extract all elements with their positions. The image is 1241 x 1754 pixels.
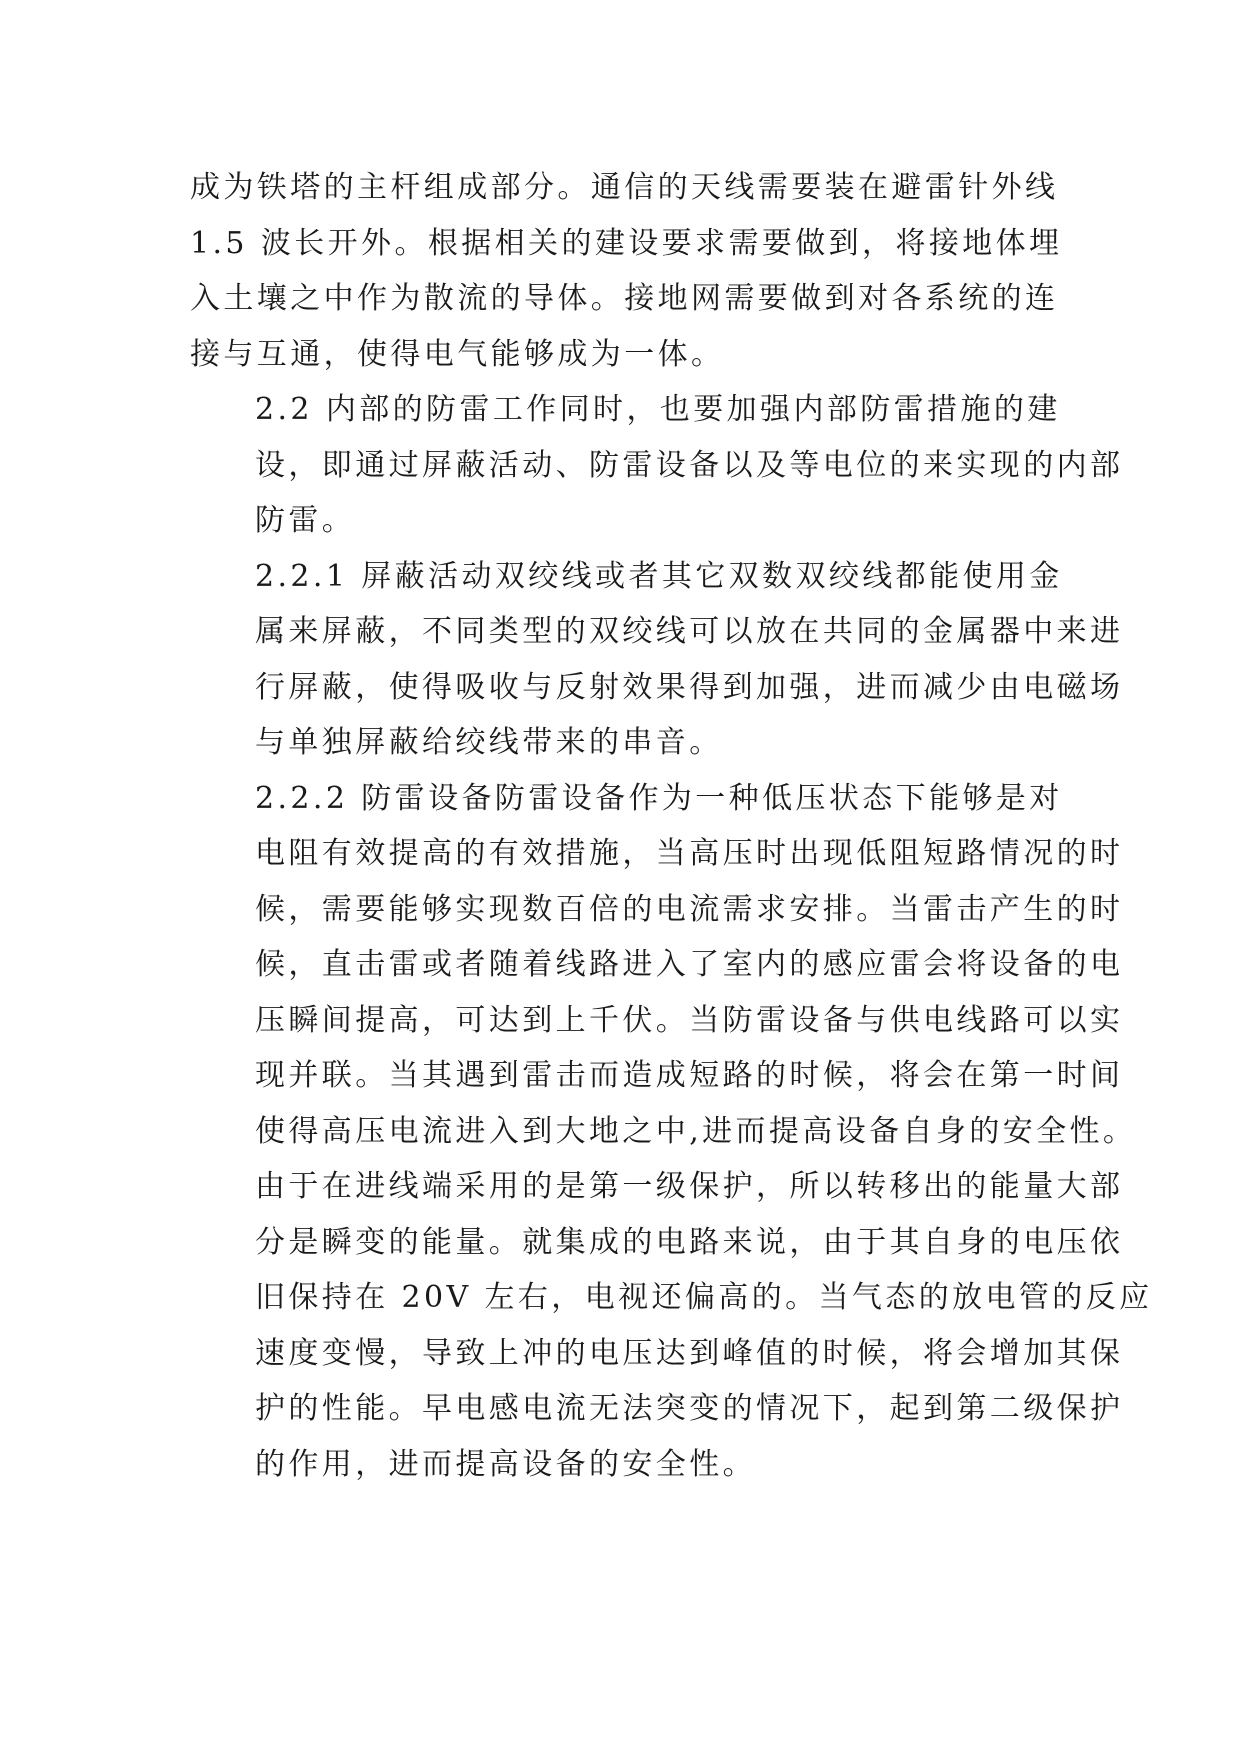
text-line: 2.2.2 防雷设备防雷设备作为一种低压状态下能够是对: [255, 780, 1063, 816]
text-line: 由于在进线端采用的是第一级保护，所以转移出的能量大部: [255, 1169, 1124, 1204]
paragraph-1: [190, 160, 1063, 382]
paragraph-2-2-1: [190, 549, 1124, 771]
text-line: 防雷。: [255, 503, 356, 538]
text-line: 的作用，进而提高设备的安全性。: [255, 1446, 756, 1482]
text-line: 成为铁塔的主杆组成部分。通信的天线需要装在避雷针外线: [190, 170, 1059, 205]
text-line: 使得高压电流进入到大地之中,进而提高设备自身的安全性。: [255, 1113, 1137, 1149]
text-line: 1.5 波长开外。根据相关的建设要求需要做到，将接地体埋: [190, 225, 1063, 261]
text-line: 压瞬间提高，可达到上千伏。当防雷设备与供电线路可以实: [255, 1002, 1124, 1038]
text-line: 分是瞬变的能量。就集成的电路来说，由于其自身的电压依: [255, 1224, 1124, 1260]
text-line: 2.2 内部的防雷工作同时，也要加强内部防雷措施的建: [255, 392, 1061, 427]
text-line: 电阻有效提高的有效措施，当高压时出现低阻短路情况的时: [255, 836, 1124, 871]
body-text: [190, 160, 1153, 1492]
text-line: 与单独屏蔽给绞线带来的串音。: [255, 725, 723, 760]
text-line: 接与互通，使得电气能够成为一体。: [190, 336, 725, 372]
text-line: 候，直击雷或者随着线路进入了室内的感应雷会将设备的电: [255, 947, 1124, 982]
paragraph-2-2-2: [190, 771, 1153, 1493]
text-line: 入土壤之中作为散流的导体。接地网需要做到对各系统的连: [190, 281, 1059, 316]
text-line: 属来屏蔽，不同类型的双绞线可以放在共同的金属器中来进: [255, 614, 1124, 649]
text-line: 2.2.1 屏蔽活动双绞线或者其它双数双绞线都能使用金: [255, 558, 1063, 594]
text-line: 现并联。当其遇到雷击而造成短路的时候，将会在第一时间: [255, 1058, 1124, 1093]
text-line: 行屏蔽，使得吸收与反射效果得到加强，进而减少由电磁场: [255, 669, 1124, 705]
text-line: 护的性能。早电感电流无法突变的情况下，起到第二级保护: [255, 1391, 1124, 1426]
text-line: 旧保持在 20V 左右，电视还偏高的。当气态的放电管的反应: [255, 1280, 1153, 1315]
paragraph-2-2: [190, 382, 1124, 549]
text-line: 候，需要能够实现数百倍的电流需求安排。当雷击产生的时: [255, 891, 1124, 927]
text-line: 速度变慢，导致上冲的电压达到峰值的时候，将会增加其保: [255, 1335, 1124, 1371]
text-line: 设，即通过屏蔽活动、防雷设备以及等电位的来实现的内部: [255, 447, 1124, 483]
